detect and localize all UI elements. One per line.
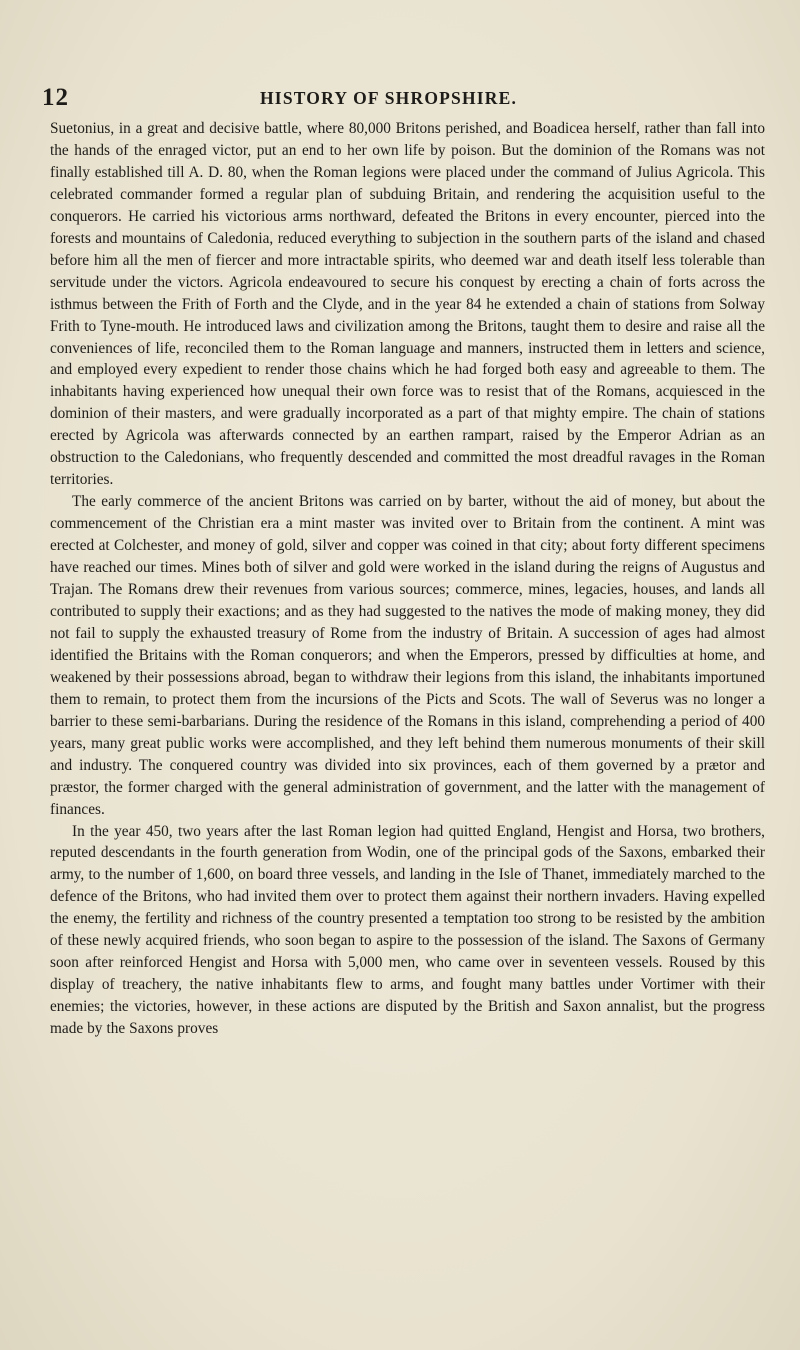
paragraph-commerce: The early commerce of the ancient Britons was carried on by barter, without the aid of money, but about the commencement of the Christian era a mint master was invited over to Britain from the continent. A mint was erected at Colchester, and money of gold, silver and copper was coined in that city; about forty different specimens have reached our times. Mines both of silver and gold were worked in the island during the reigns of Augustus and Trajan. The Romans drew their revenues from various sources; commerce, mines, legacies, houses, and lands all contributed to supply their exactions; and as they had suggested to the natives the mode of making money, they did not fail to supply the exhausted treasury of Rome from the industry of Britain. A succession of ages had almost identified the Britains with the Roman conquerors; and when the Emperors, pressed by difficulties at home, and weakened by their possessions abroad, began to withdraw their legions from this island, the inhabitants importuned them to remain, to protect them from the incursions of the Picts and Scots. The wall of Severus was no longer a barrier to these semi-barbarians. During the residence of the Romans in this island, comprehending a period of 400 years, many great public works were accomplished, and they left behind them numerous monuments of their skill and industry. The conquered country was divided into six provinces, each of them governed by a prætor and præstor, the former charged with the general administration of government, and the latter with the management of finances. <box>50 493 765 818</box>
paragraph-continued: Suetonius, in a great and decisive battle, where 80,000 Britons perished, and Boadicea herself, rather than fall into the hands of the enraged victor, put an end to her own life by poison. But the dominion of the Romans was not finally established till A. D. 80, when the Roman legions were placed under the command of Julius Agricola. This celebrated commander formed a regular plan of subduing Britain, and rendering the acquisition useful to the conquerors. He carried his victorious arms northward, defeated the Britons in every encounter, pierced into the forests and mountains of Caledonia, reduced everything to subjection in the southern parts of the island and chased before him all the men of fiercer and more intractable spirits, who deemed war and death itself less tolerable than servitude under the victors. Agricola endeavoured to secure his conquest by erecting a chain of forts across the isthmus between the Frith of Forth and the Clyde, and in the year 84 he extended a chain of stations from Solway Frith to Tyne-mouth. He introduced laws and civilization among the Britons, taught them to desire and raise all the conveniences of life, reconciled them to the Roman language and manners, instructed them in letters and science, and employed every expedient to render those chains which he had forged both easy and agreeable to them. The inhabitants having experienced how unequal their own force was to resist that of the Romans, acquiesced in the dominion of their masters, and were gradually incorporated as a part of that mighty empire. The chain of stations erected by Agricola was afterwards connected by an earthen rampart, raised by the Emperor Adrian as an obstruction to the Caledonians, who frequently descended and committed the most dreadful ravages in the Roman territories. <box>50 120 765 489</box>
body-text <box>50 118 765 1040</box>
running-head: HISTORY OF SHROPSHIRE. <box>260 88 518 108</box>
paragraph-saxons: In the year 450, two years after the last Roman legion had quitted England, Hengist and Horsa, two brothers, reputed descendants in the fourth generation from Wodin, one of the principal gods of the Saxons, embarked their army, to the number of 1,600, on board three vessels, and landing in the Isle of Thanet, immediately marched to the defence of the Britons, who had invited them over to protect them against their northern invaders. Having expelled the enemy, the fertility and richness of the country presented a temptation too strong to be resisted by the ambition of these newly acquired friends, who soon began to aspire to the possession of the island. The Saxons of Germany soon after reinforced Hengist and Horsa with 5,000 men, who came over in seventeen vessels. Roused by this display of treachery, the native inhabitants flew to arms, and fought many battles under Vortimer with their enemies; the victories, however, in these actions are disputed by the British and Saxon annalist, but the progress made by the Saxons proves <box>50 822 765 1038</box>
page-number: 12 <box>42 84 69 111</box>
